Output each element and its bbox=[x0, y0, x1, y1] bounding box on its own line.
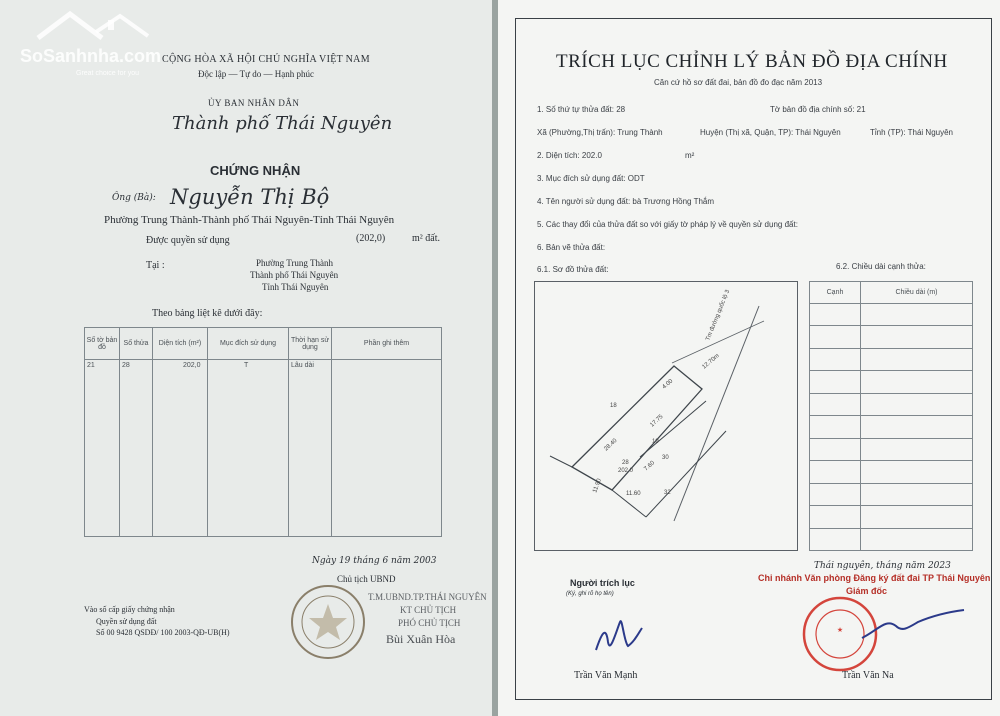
table-row bbox=[810, 461, 973, 483]
extractor-note: (Ký, ghi rõ họ tên) bbox=[566, 591, 614, 597]
field-province: Tỉnh (TP): Thái Nguyên bbox=[870, 128, 953, 137]
issue-date: Ngày 19 tháng 6 năm 2003 bbox=[312, 556, 437, 566]
neighbor-label: 19 bbox=[652, 439, 659, 445]
parcel-sketch bbox=[534, 281, 798, 551]
table-header: Thời hạn sử dụng bbox=[289, 328, 332, 360]
table-header: Số thửa bbox=[120, 328, 153, 360]
edge-label: 11.60 bbox=[626, 491, 641, 497]
watermark-tagline: Great choice for you bbox=[76, 70, 140, 77]
certify-title: CHỨNG NHẬN bbox=[210, 163, 301, 178]
neighbor-label: 30 bbox=[662, 455, 669, 461]
field-changes: 5. Các thay đổi của thửa đất so với giấy tờ pháp lý về quyền sử dụng đất: bbox=[537, 220, 798, 229]
table-row bbox=[810, 348, 973, 370]
seal-stamp bbox=[288, 582, 368, 662]
field-edge-lengths: 6.2. Chiều dài cạnh thửa: bbox=[836, 262, 926, 271]
registry-line-2: Quyền sử dụng đất bbox=[96, 617, 157, 626]
area-unit: m² đất. bbox=[412, 233, 440, 244]
table-cell: T bbox=[208, 360, 289, 537]
field-district: Huyện (Thị xã, Quận, TP): Thái Nguyên bbox=[700, 128, 841, 137]
field-area: 2. Diện tích: 202.0 bbox=[537, 151, 602, 160]
table-row bbox=[810, 438, 973, 460]
table-cell: 28 bbox=[120, 360, 153, 537]
area-value: (202,0) bbox=[356, 233, 386, 244]
field-owner: 4. Tên người sử dụng đất: bà Trương Hồng Thắm bbox=[537, 197, 715, 206]
table-cell: Lâu dài bbox=[289, 360, 332, 537]
parcel-area: 202.0 bbox=[618, 468, 634, 474]
road-label: Tm đường quốc lộ 3 bbox=[705, 289, 732, 342]
registry-line-3: Số 00 9428 QSDĐ/ 100 2003-QĐ-UB(H) bbox=[96, 628, 230, 637]
parcel-number: 28 bbox=[622, 460, 629, 466]
extract-title: TRÍCH LỤC CHỈNH LÝ BẢN ĐỒ ĐỊA CHÍNH bbox=[556, 51, 948, 72]
edge-header-length: Chiều dài (m) bbox=[861, 282, 973, 304]
stamp-line-2: KT CHỦ TỊCH bbox=[400, 605, 457, 615]
table-cell: 202,0 bbox=[153, 360, 208, 537]
signer-name: Bùi Xuân Hòa bbox=[386, 632, 456, 646]
field-parcel-sketch: 6.1. Sơ đồ thửa đất: bbox=[537, 265, 609, 274]
table-header: Phần ghi thêm bbox=[332, 328, 442, 360]
table-header: Mục đích sử dụng bbox=[208, 328, 289, 360]
table-row bbox=[810, 483, 973, 505]
committee-title: ỦY BAN NHÂN DÂN bbox=[208, 98, 300, 108]
table-row bbox=[810, 528, 973, 550]
owner-label: Ông (Bà): bbox=[112, 193, 156, 203]
chair-title: Chủ tịch UBND bbox=[337, 574, 396, 584]
registry-line-1: Vào số cấp giấy chứng nhận bbox=[84, 605, 175, 614]
extract-date: Thái nguyên, tháng năm 2023 bbox=[814, 561, 951, 571]
table-cell bbox=[332, 360, 442, 537]
director-title: Giám đốc bbox=[846, 586, 888, 596]
extract-subtitle: Căn cứ hồ sơ đất đai, bản đồ đo đạc năm 2013 bbox=[654, 78, 823, 87]
parcel-boundary bbox=[572, 366, 702, 490]
extractor-signature bbox=[588, 612, 648, 662]
table-row bbox=[810, 416, 973, 438]
table-row bbox=[810, 393, 973, 415]
neighbor-label: 32 bbox=[664, 490, 671, 496]
field-parcel-number: 1. Số thứ tự thửa đất: 28 bbox=[537, 105, 626, 114]
table-row bbox=[810, 304, 973, 326]
table-intro: Theo bảng liệt kê dưới đây: bbox=[152, 308, 263, 319]
edge-label: 4.00 bbox=[661, 378, 675, 391]
field-land-use: 3. Mục đích sử dụng đất: ODT bbox=[537, 174, 645, 183]
edge-label: 12.70m bbox=[701, 353, 721, 371]
road-edge bbox=[674, 306, 759, 521]
neighbor-label: 18 bbox=[610, 403, 617, 409]
table-row bbox=[810, 506, 973, 528]
stamp-line-1: T.M.UBND.TP.THÁI NGUYÊN bbox=[368, 592, 487, 602]
stamp-line-3: PHÓ CHỦ TỊCH bbox=[398, 618, 461, 628]
location-ward: Phường Trung Thành bbox=[256, 258, 333, 268]
extractor-name: Trần Văn Mạnh bbox=[574, 670, 638, 681]
table-row bbox=[810, 371, 973, 393]
location-city: Thành phố Thái Nguyên bbox=[250, 270, 339, 280]
edge-header-side: Cạnh bbox=[810, 282, 861, 304]
field-area-unit: m² bbox=[685, 151, 695, 160]
field-map-sheet: Tờ bản đồ địa chính số: 21 bbox=[770, 105, 866, 114]
office-name: Chi nhánh Văn phòng Đăng ký đất đai TP Thái Nguyên bbox=[758, 573, 991, 583]
svg-text:★: ★ bbox=[836, 627, 844, 634]
field-ward: Xã (Phường,Thị trấn): Trung Thành bbox=[537, 128, 663, 137]
table-row bbox=[810, 326, 973, 348]
location-label: Tại : bbox=[146, 260, 165, 271]
edge-label: 11.90 bbox=[592, 477, 603, 494]
field-drawing: 6. Bản vẽ thửa đất: bbox=[537, 243, 606, 252]
table-header: Số tờ bản đồ bbox=[85, 328, 120, 360]
edge-label: 7.60 bbox=[643, 460, 657, 473]
nation-header: CỘNG HÒA XÃ HỘI CHỦ NGHĨA VIỆT NAM bbox=[162, 54, 370, 65]
edge-table bbox=[809, 281, 973, 551]
watermark-brand: SoSanhnha.com bbox=[20, 46, 162, 66]
owner-name: Nguyễn Thị Bộ bbox=[170, 185, 330, 209]
director-signature bbox=[858, 608, 968, 648]
director-name: Trần Văn Na bbox=[842, 670, 894, 681]
extractor-label: Người trích lục bbox=[570, 578, 635, 588]
table-cell: 21 bbox=[85, 360, 120, 537]
table-row bbox=[85, 360, 442, 537]
edge-label: 28.40 bbox=[603, 437, 619, 453]
owner-address: Phường Trung Thành-Thành phố Thái Nguyên-Tỉnh Thái Nguyên bbox=[104, 214, 395, 226]
table-header: Diện tích (m²) bbox=[153, 328, 208, 360]
land-table bbox=[84, 327, 442, 537]
use-right-label: Được quyền sử dụng bbox=[146, 235, 230, 246]
motto: Độc lập — Tự do — Hạnh phúc bbox=[198, 69, 314, 79]
location-province: Tỉnh Thái Nguyên bbox=[262, 282, 329, 292]
edge-label: 17.75 bbox=[649, 413, 665, 429]
city-name: Thành phố Thái Nguyên bbox=[172, 113, 393, 134]
